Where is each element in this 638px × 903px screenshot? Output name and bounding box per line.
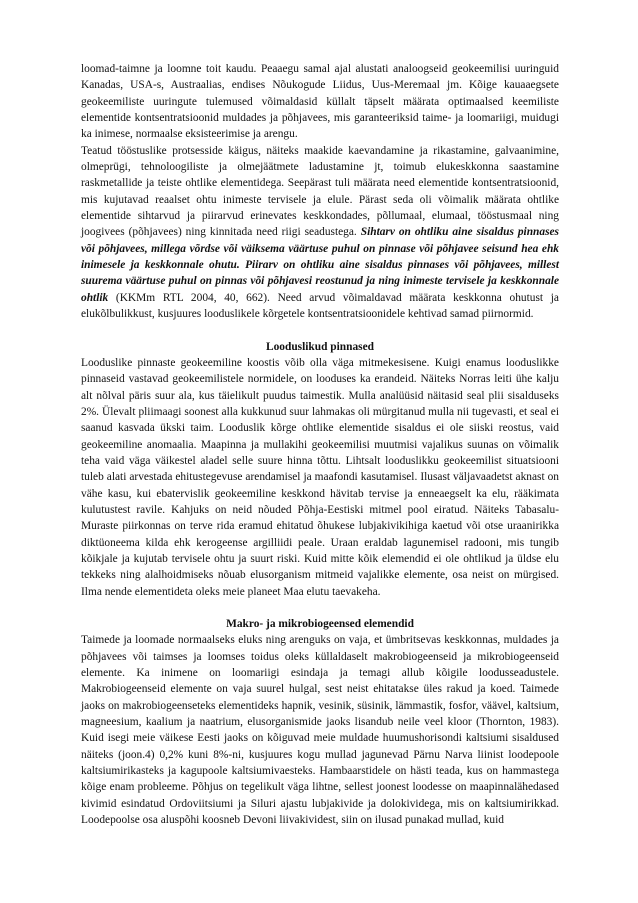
document-page [81, 61, 559, 828]
intro-paragraph: loomad-taimne ja loomne toit kaudu. Peaaegu samal ajal alustati analoogseid geokeemilisi uuringuid Kanadas, USA-s, Austraalias, endises Nõukogude Liidus, Uus-Meremaal jm. Kõige kauaaegsete geokeemiliste uuringute tulemused võimaldasid küllalt täpselt määrata optimaalsed keemiliste elementide kontsentratsioonid muldades ja põhjavees, mis garanteeriksid taime- ja loomariigi, muidugi ka inimese, normaalse eksisteerimise ja arengu. [81, 63, 559, 141]
section-heading-biogenic-elements: Makro- ja mikrobiogeensed elemendid [226, 618, 414, 630]
natural-soils-paragraph: Looduslike pinnaste geokeemiline koostis võib olla väga mitmekesisene. Kuigi enamus looduslikke pinnaseid vastavad geokeemilistele normidele, on looduses ka erandeid. Näiteks Norras leiti ühe kalju alt nõlval päris suur ala, kus täielikult puudus taimestik. Mulla analüüsid näitasid seal plii sisalduseks 2%. Ülevalt pliimaagi soonest alla kukkunud suur lahmakas oli mürgitanud mulla nii tugevasti, et seal ei saanud kasvada ükski taim. Looduslik kõrge ohtlike elementide sisaldus ei ole siiski reostus, vaid geokeemiline anomaalia. Maapinna ja mullakihi geokeemilisi muutmisi vajalikus suunas on võimalik teha vaid väga väikestel aladel selle suure hinna tõttu. Lihtsalt looduslikku geokeemilist situatsiooni tuleb alati arvestada ehitustegevuse arendamisel ja maafondi kasutamisel. Ilusast väljavaadetst aknast on vähe kasu, kui ebatervislik geokeemiline keskkond hävitab tervise ja enneaegselt ka elu, rääkimata kulutustest ravile. Kahjuks on neid nõuded Põhja-Eestiski mitmel pool eiratud. Näiteks Tabasalu-Muraste piirkonnas on terve rida eramud ehitatud õhukese lubjakivikihiga kaetud või otse uraanirikka diktüoneema kilda ehk kerogeense argilliidi peale. Uraan eraldab lagunemisel radooni, mis tungib kõikjale ja kujutab tervisele ohtu ja suurt riski. Kuid mitte kõik elemendid ei ole ohtlikud ja üldse elu tekkeks ning alalhoidmiseks nõuab elusorganism mitmeid vajalikke elemente, osa neist on mürgised. Ilma nende elementideta oleks meie planeet Maa elutu taevakeha. [81, 356, 559, 598]
definitions-outro-text: (KKMm RTL 2004, 40, 662). Need arvud võimaldavad määrata keskkonna ohutust ja elukõlbulikkust, kusjuures looduslikele kõrgetele kontsentratsioonidele kehtivad samad piirnormid. [81, 291, 559, 321]
definitions-paragraph [81, 143, 559, 323]
definitions-emphasis-text: Sihtarv on ohtliku aine sisaldus pinnases või põhjavees, millega võrdse või väiksema väärtuse puhul on pinnase või põhjavee seisund hea ehk inimesele ja keskkonnale ohutu. Piirarv on ohtliku aine sisaldus pinnases või põhjavees, millest suurema väärtuse puhul on pinnas või põhjavesi reostunud ja ning inimeste tervisele ja keskkonnale ohtlik [81, 226, 559, 304]
section-heading-natural-soils: Looduslikud pinnased [266, 340, 374, 353]
section-spacer [81, 323, 559, 339]
biogenic-elements-paragraph: Taimede ja loomade normaalseks eluks ning arenguks on vaja, et ümbritsevas keskkonnas, muldades ja põhjavees või taimses ja loomses toidus oleks küllaldaselt makrobiogeenseid ja mikrobiogeenseid elemente. Ka inimene on loomariigi esindaja ja temagi allub kõigile loodusseadustele. Makrobiogeenseid elemente on vaja suurel hulgal, sest neist ehitatakse üles rakud ja koed. Taimede jaoks on makrobiogeenseteks elementideks hapnik, vesinik, süsinik, lämmastik, fosfor, väävel, kaltsium, magneesium, kaalium ja naatrium, elusorganismide jaoks lisandub neile veel kloor (Thornton, 1983). Kuid isegi meie väikese Eesti jaoks on kõiguvad meie muldade huumushorisondi kaltsiumi sisaldused näiteks (joon.4) 0,2% kuni 8%-ni, kusjuures kogu mullad jagunevad Pärnu Narva liinist loodepoole kaltsiumirikasteks ja kagupoole kaltsiumivaesteks. Hambaarstidele on hästi teada, kus on hammastega kõige enam probleeme. Põhjus on tegelikult väga lihtne, sellest joonest loodesse on maapinnalähedased kivimid esindatud Ordoviitsiumi ja Siluri ajastu lubjakivide ja dolokividega, mis on kaltsiumirikkad. Loodepoolse osa aluspõhi koosneb Devoni liivakividest, siin on ilusad punakad mullad, kuid [81, 634, 559, 827]
definitions-intro-text: Teatud tööstuslike protsesside käigus, näiteks maakide kaevandamine ja rikastamine, galvaanimine, olmeprügi, tehnoloogiliste ja olmejäätmete ladustamine jt, toimub elukeskkonna saastamine raskmetallide ja teiste ohtlike elementidega. Seepärast tuli määrata need elementide kontsentratsioonid, mis kujutavad reaalset ohtu inimeste tervisele ja elule. Pärast seda oli võimalik määrata ohtlike elementide sihtarvud ja piirarvud erinevates keskkondades, põllumaal, elumaal, tööstusmaal ning joogivees (põhjavees) ning kinnitada need riigi seadustega. [81, 144, 559, 239]
section-spacer [81, 600, 559, 616]
